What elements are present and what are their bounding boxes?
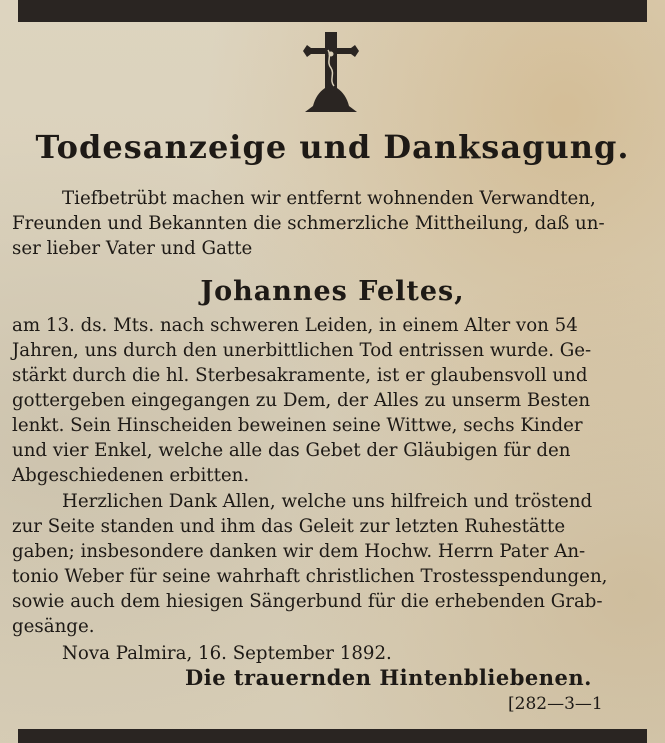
- deceased-name: Johannes Feltes,: [200, 276, 465, 307]
- body-line: lenkt. Sein Hinscheiden beweinen seine Wittwe, sechs Kinder: [12, 415, 583, 436]
- body-line: und vier Enkel, welche alle das Gebet der Gläubigen für den: [12, 440, 571, 461]
- body-line: am 13. ds. Mts. nach schweren Leiden, in einem Alter von 54: [12, 315, 578, 336]
- signature-line: Die trauernden Hintenbliebenen.: [185, 665, 592, 690]
- bottom-border-rule: [18, 729, 647, 743]
- notice-title: Todesanzeige und Danksagung.: [35, 128, 630, 166]
- intro-line: ser lieber Vater und Gatte: [12, 238, 253, 259]
- thanks-line: tonio Weber für seine wahrhaft christlichen Trostesspendungen,: [12, 566, 608, 587]
- thanks-line: Herzlichen Dank Allen, welche uns hilfreich und tröstend: [62, 491, 593, 512]
- body-line: stärkt durch die hl. Sterbesakramente, ist er glaubensvoll und: [12, 365, 588, 386]
- thanks-line: gesänge.: [12, 616, 95, 637]
- thanks-line: zur Seite standen und ihm das Geleit zur letzten Ruhestätte: [12, 516, 566, 537]
- body-line: gottergeben eingegangen zu Dem, der Alles zu unserm Besten: [12, 390, 591, 411]
- place-date: Nova Palmira, 16. September 1892.: [62, 643, 392, 664]
- intro-line: Freunden und Bekannten die schmerzliche Mittheilung, daß un-: [12, 213, 605, 234]
- body-line: Jahren, uns durch den unerbittlichen Tod entrissen wurde. Ge-: [12, 340, 592, 361]
- top-border-rule: [18, 0, 647, 22]
- reference-code: [282—3—1: [508, 694, 603, 714]
- thanks-line: gaben; insbesondere danken wir dem Hochw. Herrn Pater An-: [12, 541, 586, 562]
- intro-line: Tiefbetrübt machen wir entfernt wohnenden Verwandten,: [62, 188, 596, 209]
- cross-icon: [297, 30, 365, 128]
- thanks-line: sowie auch dem hiesigen Sängerbund für die erhebenden Grab-: [12, 591, 603, 612]
- body-line: Abgeschiedenen erbitten.: [12, 465, 250, 486]
